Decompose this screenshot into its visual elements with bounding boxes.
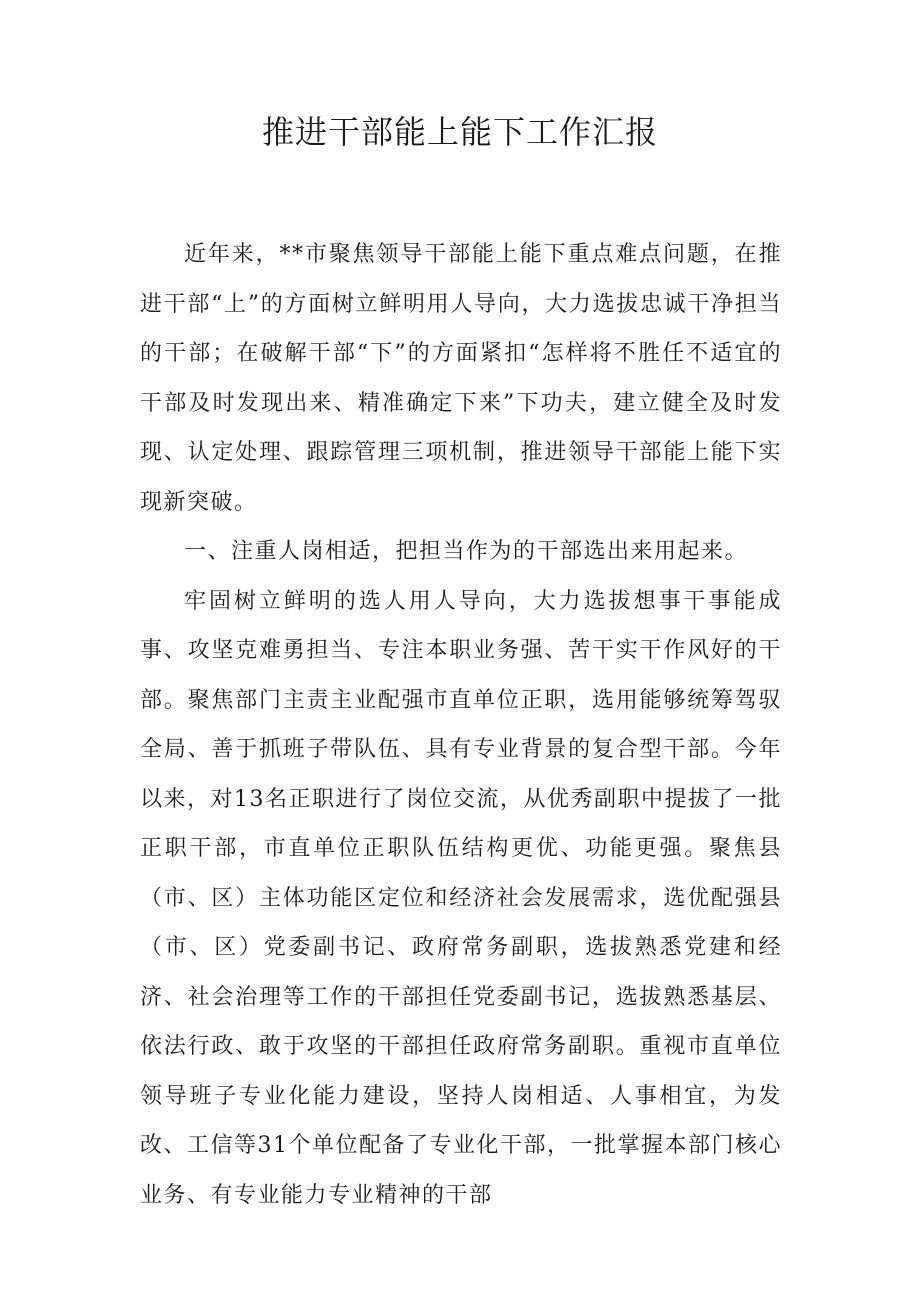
document-title: 推进干部能上能下工作汇报 [261,113,658,151]
intro-paragraph: 近年来，**市聚焦领导干部能上能下重点难点问题，在推进干部“上”的方面树立鲜明用人导向，大力选拔忠诚干净担当的干部；在破解干部“下”的方面紧扣“怎样将不胜任不适宜的干部及时发现出来、精准确定下来”下功夫，建立健全及时发现、认定处理、跟踪管理三项机制，推进领导干部能上能下实现新突破。 [140,242,782,515]
body-paragraph: 牢固树立鲜明的选人用人导向，大力选拔想事干事能成事、攻坚克难勇担当、专注本职业务强、苦干实干作风好的干部。聚焦部门主责主业配强市直单位正职，选用能够统筹驾驭全局、善于抓班子带队伍、具有专业背景的复合型干部。今年以来，对13名正职进行了岗位交流，从优秀副职中提拔了一批正职干部，市直单位正职队伍结构更优、功能更强。聚焦县（市、区）主体功能区定位和经济社会发展需求，选优配强县（市、区）党委副书记、政府常务副职，选拔熟悉党建和经济、社会治理等工作的干部担任党委副书记，选拔熟悉基层、依法行政、敢于攻坚的干部担任政府常务副职。重视市直单位领导班子专业化能力建设，坚持人岗相适、人事相宜，为发改、工信等31个单位配备了专业化干部，一批掌握本部门核心业务、有专业能力专业精神的干部 [140,588,782,1208]
document-body [140,230,782,1220]
section-heading: 一、注重人岗相适，把担当作为的干部选出来用起来。 [184,539,749,564]
